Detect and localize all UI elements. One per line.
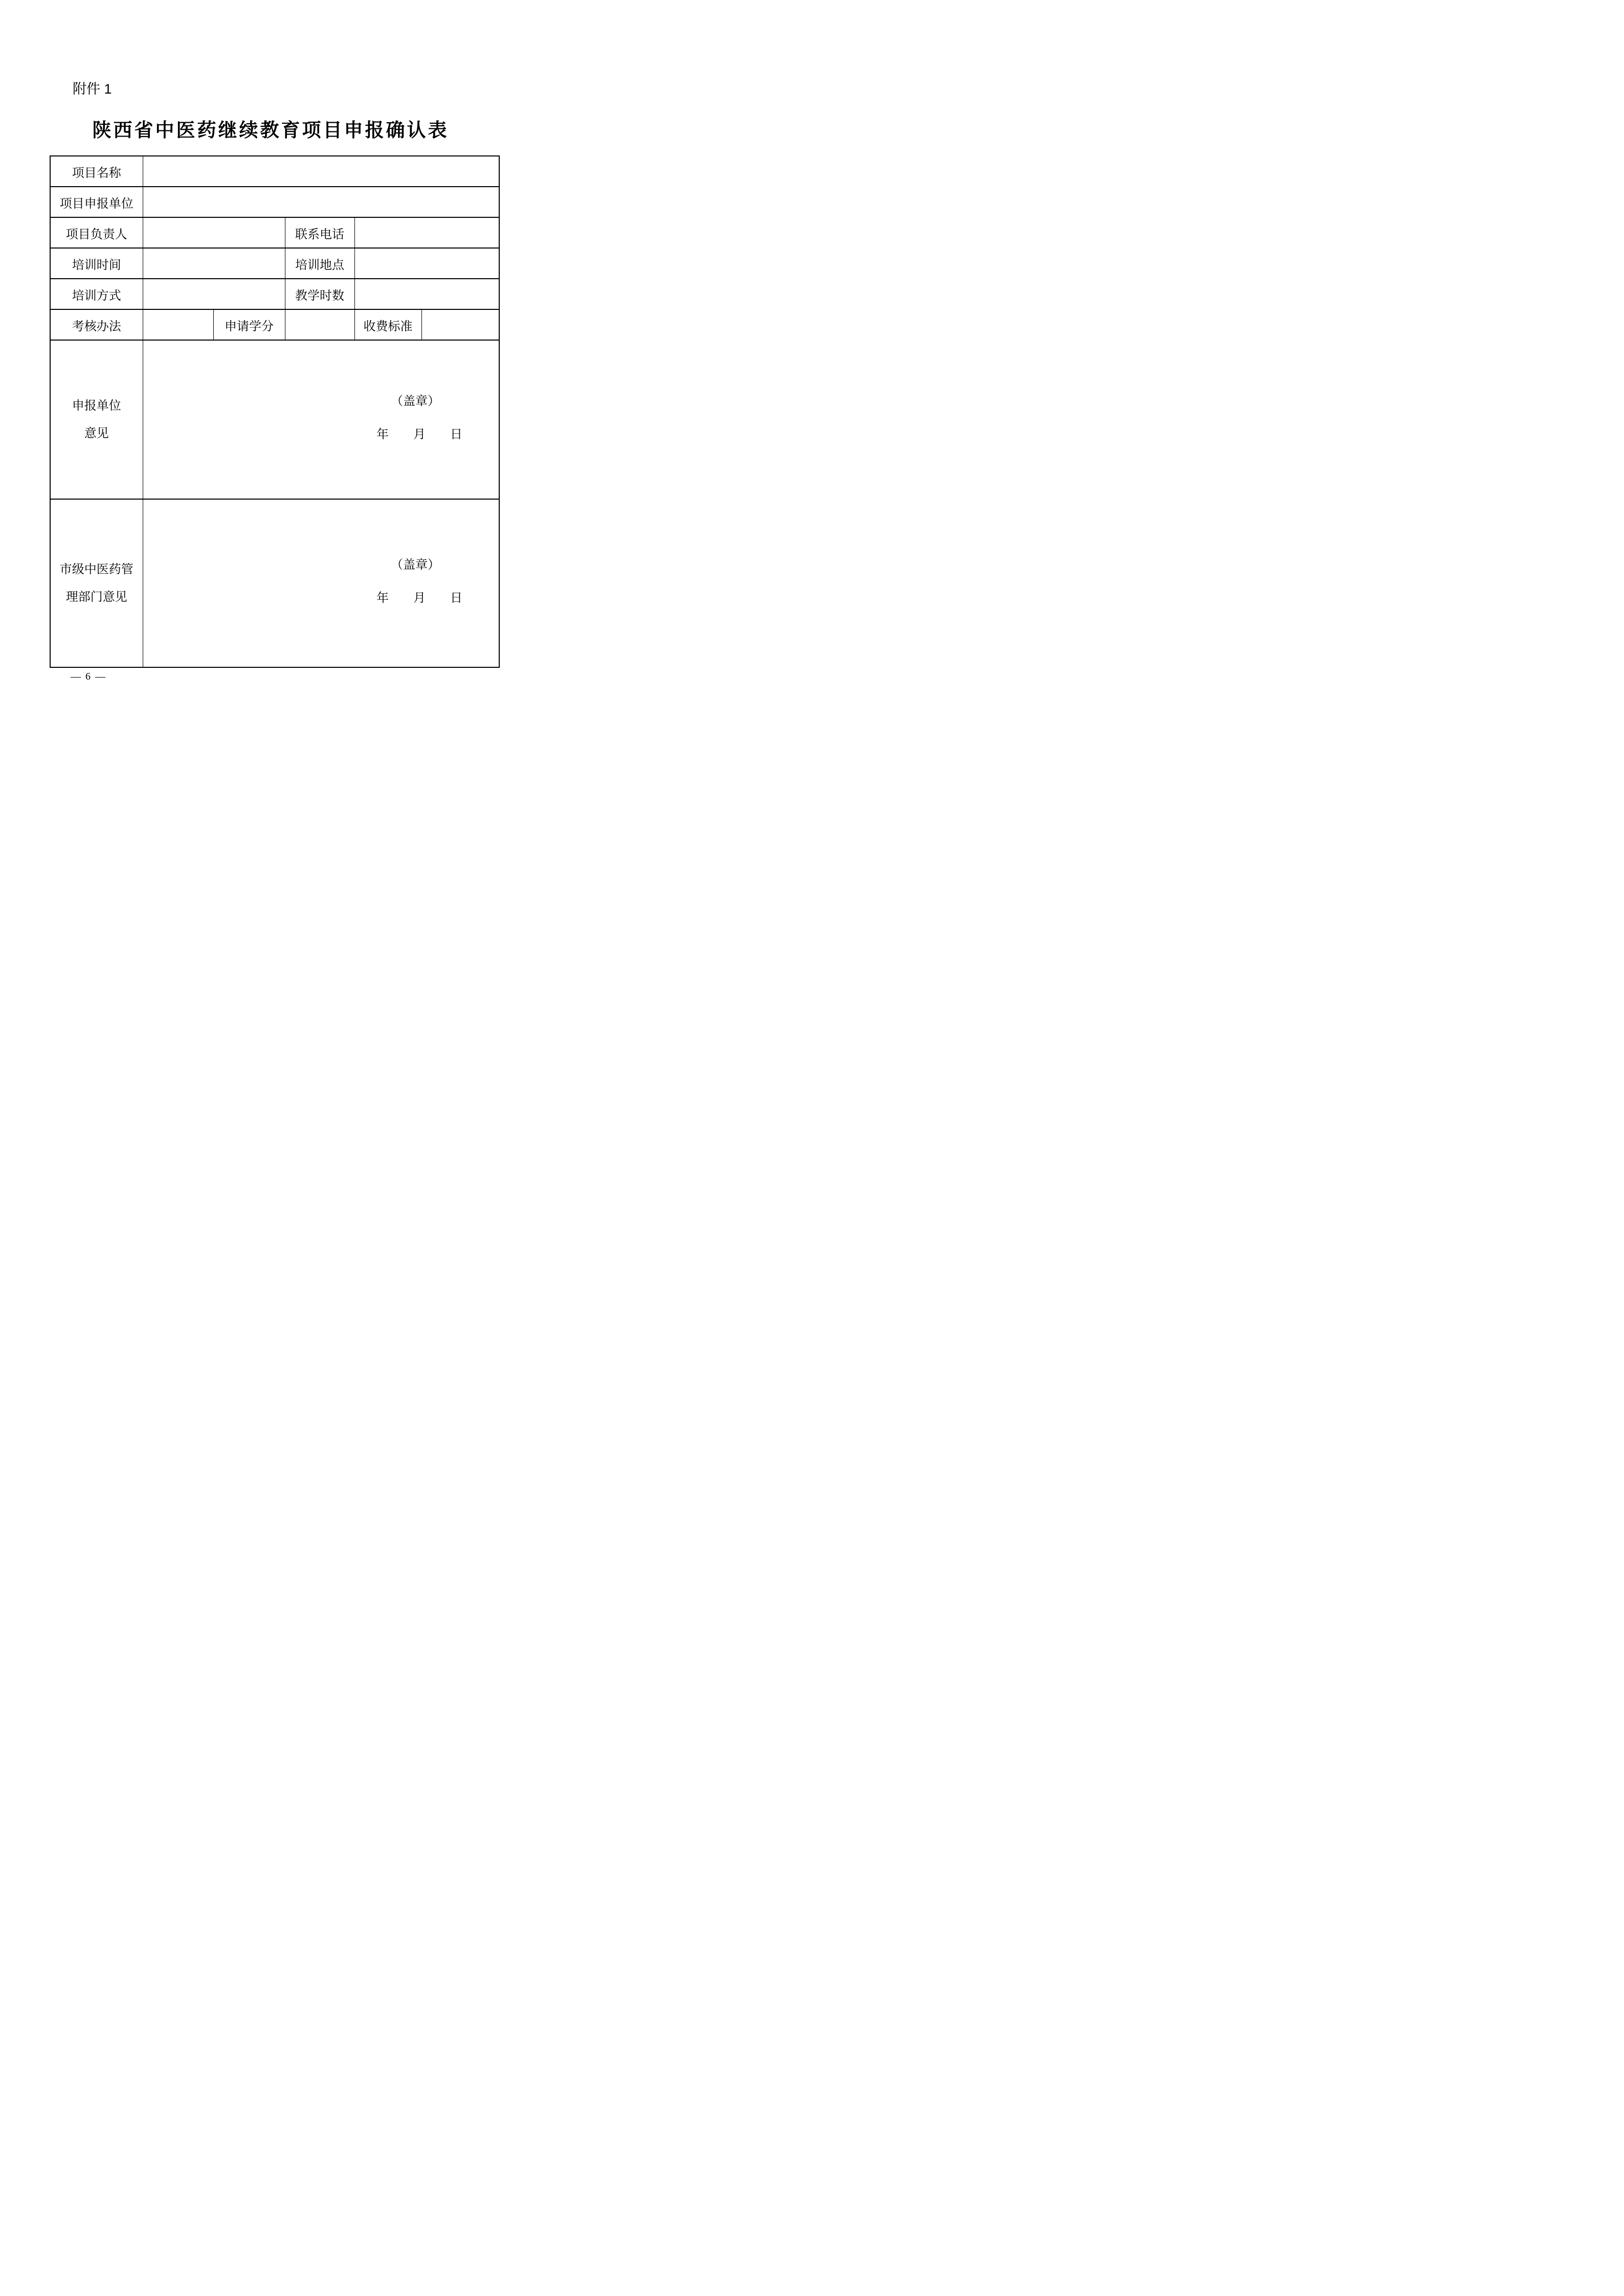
stamp-note: （盖章） [391,394,440,408]
table-row-training-method [50,279,499,309]
training-method-label: 培训方式 [50,279,143,309]
applicant-unit-value-cell [143,187,499,217]
applicant-unit-opinion-label-line1: 申报单位 [72,399,121,413]
date-line: 年 月 日 [376,427,463,441]
teaching-hours-value-cell [354,279,499,309]
fee-standard-label: 收费标准 [354,309,421,340]
table-row-city-tcm-admin-opinion [50,499,499,667]
training-location-value-cell [354,248,499,279]
applicant-unit-opinion-label [50,340,143,499]
table-row-project-name [50,156,499,187]
attachment-label: 附件 1 [73,81,112,97]
table-row-assessment [50,309,499,340]
applicant-unit-opinion-cell [143,340,499,499]
training-time-value-cell [143,248,285,279]
city-tcm-admin-opinion-label-line1: 市级中医药管 [59,562,134,576]
table-row-applicant-unit-opinion [50,340,499,499]
credit-application-value-cell [285,309,354,340]
application-form-table [50,155,500,668]
table-row-training-time [50,248,499,279]
project-name-label: 项目名称 [50,156,143,187]
project-leader-label: 项目负责人 [50,217,143,248]
document-title: 陕西省中医药继续教育项目申报确认表 [92,120,449,141]
contact-phone-label: 联系电话 [285,217,354,248]
training-time-label: 培训时间 [50,248,143,279]
teaching-hours-label: 教学时数 [285,279,354,309]
page-number: — 6 — [71,671,106,682]
training-method-value-cell [143,279,285,309]
date-line: 年 月 日 [376,591,463,605]
document-page [0,0,541,766]
project-name-value-cell [143,156,499,187]
contact-phone-value-cell [354,217,499,248]
training-location-label: 培训地点 [285,248,354,279]
city-tcm-admin-opinion-label-line2: 理部门意见 [65,590,127,604]
assessment-method-value-cell [143,309,213,340]
assessment-method-label: 考核办法 [50,309,143,340]
applicant-unit-opinion-label-line2: 意见 [84,426,109,440]
table-row-applicant-unit [50,187,499,217]
credit-application-label: 申请学分 [213,309,285,340]
stamp-note: （盖章） [391,558,440,572]
project-leader-value-cell [143,217,285,248]
city-tcm-admin-opinion-cell [143,499,499,667]
table-row-project-leader [50,217,499,248]
city-tcm-admin-opinion-label [50,499,143,667]
applicant-unit-label: 项目申报单位 [50,187,143,217]
fee-standard-value-cell [421,309,499,340]
